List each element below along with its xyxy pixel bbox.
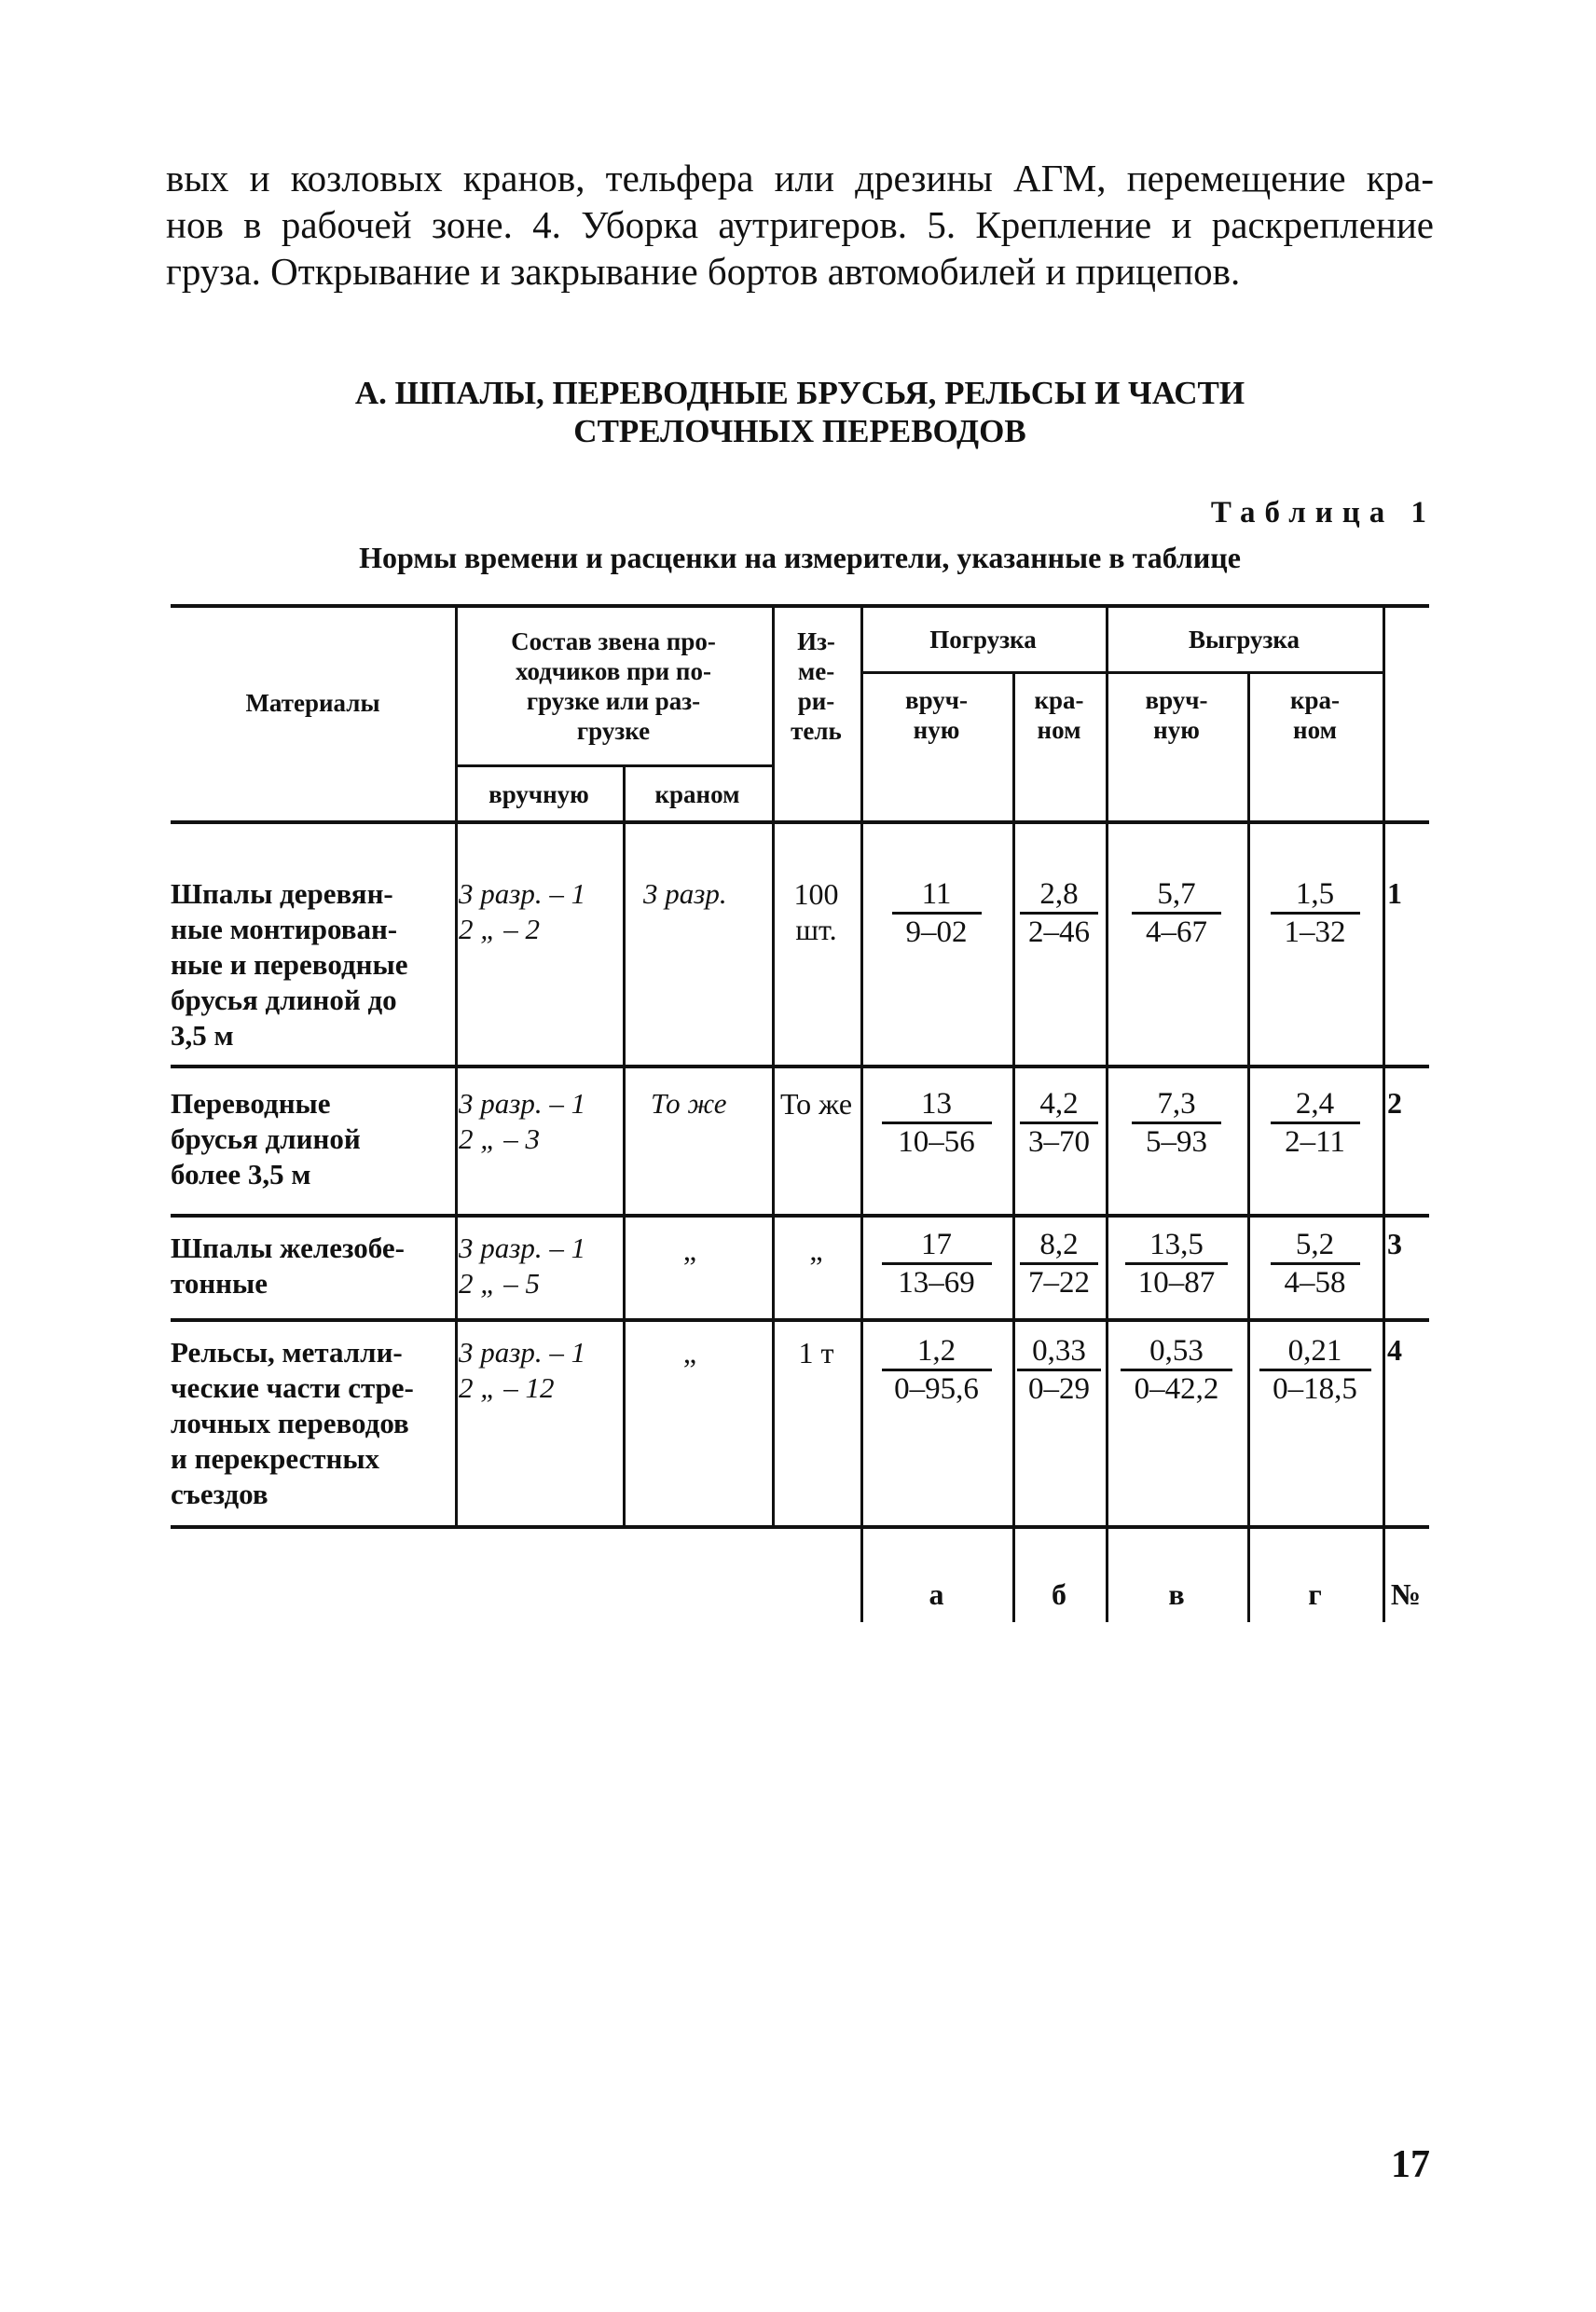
row-2-material: Переводные брусья длиной более 3,5 м — [171, 1087, 361, 1190]
row-3-material: Шпалы железобе- тонные — [171, 1232, 405, 1300]
header-unload-crane: кра- ном — [1289, 686, 1341, 744]
row-2-unload-crane: 2,4 2–11 — [1247, 1086, 1383, 1160]
page-number: 17 — [1391, 2143, 1430, 2186]
row-2-load-manual: 13 10–56 — [860, 1086, 1012, 1160]
row-1-load-crane: 2,8 2–46 — [1012, 876, 1106, 950]
footer-col-c: в — [1168, 1577, 1185, 1611]
row-4-meter: 1 т — [798, 1336, 834, 1369]
header-load-crane: кра- ном — [1034, 686, 1084, 744]
row-rule — [171, 1214, 1429, 1218]
footer-col-d: г — [1308, 1577, 1322, 1611]
row-2-crew-manual: 3 разр. – 1 2 „ – 3 — [459, 1087, 586, 1155]
row-1-load-manual: 11 9–02 — [860, 876, 1012, 950]
table-caption: Нормы времени и расценки на измерители, указанные в таблице — [359, 541, 1241, 574]
row-4-material: Рельсы, металли- ческие части стре- лочных переводов и перекрестных съездов — [171, 1336, 414, 1510]
footer-col-number: № — [1390, 1577, 1422, 1611]
row-3-crew-crane: „ — [682, 1233, 697, 1267]
header-load-manual: вруч- ную — [905, 686, 968, 744]
col-rule — [1383, 604, 1385, 1622]
row-3-meter: „ — [809, 1233, 823, 1267]
header-crew-crane: краном — [654, 780, 740, 808]
row-2-unload-manual: 7,3 5–93 — [1106, 1086, 1247, 1160]
row-4-load-crane: 0,33 0–29 — [1012, 1333, 1106, 1407]
row-4-load-manual: 1,2 0–95,6 — [860, 1333, 1012, 1407]
row-3-load-manual: 17 13–69 — [860, 1227, 1012, 1300]
section-title-line-1: А. ШПАЛЫ, ПЕРЕВОДНЫЕ БРУСЬЯ, РЕЛЬСЫ И ЧАСТИ — [354, 375, 1245, 411]
row-3-crew-manual: 3 разр. – 1 2 „ – 5 — [459, 1232, 586, 1300]
intro-line: вых и козловых кранов, тельфера или дрезины АГМ, перемещение кра- — [166, 157, 1434, 200]
table-label: Таблица 1 — [1210, 496, 1436, 530]
header-materials: Материалы — [245, 689, 380, 717]
header-loading: Погрузка — [929, 626, 1037, 654]
header-crew: Состав звена про- ходчиков при по- грузке или раз- грузке — [511, 627, 716, 745]
header-subrule — [860, 671, 1383, 674]
row-4-unload-crane: 0,21 0–18,5 — [1247, 1333, 1383, 1407]
footer-col-a: а — [929, 1577, 944, 1611]
header-meter: Из- ме- ри- тель — [791, 627, 842, 745]
row-1-unload-crane: 1,5 1–32 — [1247, 876, 1383, 950]
intro-line: груза. Открывание и закрывание бортов автомобилей и прицепов. — [166, 250, 1241, 293]
row-1-material: Шпалы деревян- ные монтирован- ные и переводные брусья длиной до 3,5 м — [171, 877, 408, 1052]
intro-paragraph — [166, 155, 1434, 295]
row-2-crew-crane: То же — [651, 1087, 727, 1120]
row-1-unload-manual: 5,7 4–67 — [1106, 876, 1247, 950]
header-crew-manual: вручную — [488, 780, 589, 808]
row-2-number: 2 — [1387, 1086, 1402, 1120]
row-1-crew-manual: 3 разр. – 1 2 „ – 2 — [459, 877, 586, 945]
row-3-load-crane: 8,2 7–22 — [1012, 1227, 1106, 1300]
section-title-line-2: СТРЕЛОЧНЫХ ПЕРЕВОДОВ — [573, 413, 1026, 449]
header-bottom-rule — [171, 820, 1429, 824]
row-3-number: 3 — [1387, 1227, 1402, 1260]
row-1-number: 1 — [1387, 876, 1402, 910]
crew-subrule — [455, 764, 772, 767]
table-bottom-rule — [171, 1525, 1429, 1529]
row-rule — [171, 1065, 1429, 1068]
row-1-meter: 100 шт. — [793, 877, 839, 946]
col-rule — [623, 764, 626, 1525]
row-4-unload-manual: 0,53 0–42,2 — [1106, 1333, 1247, 1407]
header-unload-manual: вруч- ную — [1145, 686, 1208, 744]
intro-line: нов в рабочей зоне. 4. Уборка аутригеров. 5. Крепление и раскрепление — [166, 203, 1434, 246]
row-3-unload-manual: 13,5 10–87 — [1106, 1227, 1247, 1300]
row-4-crew-manual: 3 разр. – 1 2 „ – 12 — [459, 1336, 586, 1404]
row-4-number: 4 — [1387, 1333, 1402, 1367]
row-2-load-crane: 4,2 3–70 — [1012, 1086, 1106, 1160]
table-top-rule — [171, 604, 1429, 608]
row-rule — [171, 1318, 1429, 1322]
row-4-crew-crane: „ — [682, 1336, 697, 1369]
header-unloading: Выгрузка — [1188, 626, 1300, 654]
footer-col-b: б — [1052, 1577, 1066, 1611]
row-2-meter: То же — [779, 1087, 853, 1121]
row-1-crew-crane: 3 разр. — [643, 877, 727, 910]
row-3-unload-crane: 5,2 4–58 — [1247, 1227, 1383, 1300]
